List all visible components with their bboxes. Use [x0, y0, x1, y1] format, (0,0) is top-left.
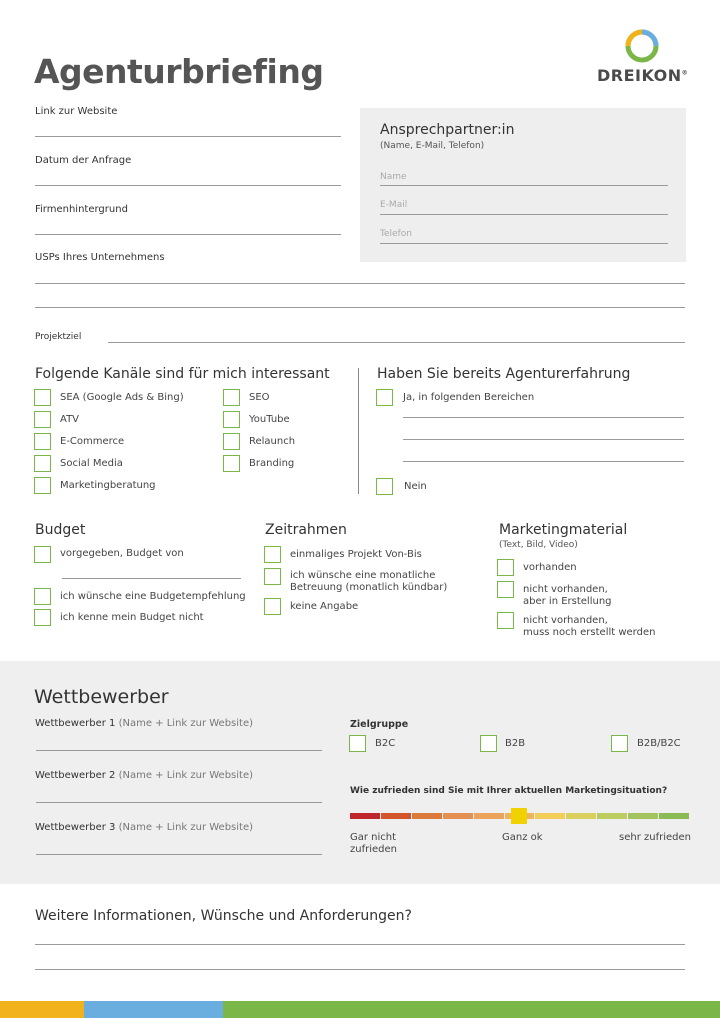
material-create-checkbox[interactable]	[497, 612, 514, 629]
experience-input-line-2[interactable]	[403, 439, 684, 440]
section-divider	[358, 368, 359, 494]
background-label: Firmenhintergrund	[35, 204, 128, 215]
channel-label-seo: SEO	[249, 392, 270, 403]
timeframe-none-label: keine Angabe	[290, 601, 359, 612]
channel-label-sea: SEA (Google Ads & Bing)	[60, 392, 184, 403]
competitor-1-input-line[interactable]	[36, 750, 322, 751]
usps-label: USPs Ihres Unternehmens	[35, 252, 165, 263]
timeframe-monthly-checkbox[interactable]	[264, 568, 281, 585]
satisfaction-scale-segment[interactable]	[597, 813, 627, 819]
footer-bar-blue	[84, 1001, 223, 1018]
material-progress-checkbox[interactable]	[497, 581, 514, 598]
channel-checkbox-sea[interactable]	[34, 389, 51, 406]
target-title: Zielgruppe	[350, 719, 409, 730]
further-input-line-2[interactable]	[35, 969, 685, 970]
satisfaction-scale-segment[interactable]	[566, 813, 596, 819]
material-available-label: vorhanden	[523, 562, 577, 573]
satisfaction-scale-segment[interactable]	[381, 813, 411, 819]
target-both-label: B2B/B2C	[637, 738, 681, 749]
experience-input-line-1[interactable]	[403, 417, 684, 418]
contact-email-input-line[interactable]	[380, 214, 668, 215]
target-b2b-checkbox[interactable]	[480, 735, 497, 752]
contact-phone-input-line[interactable]	[380, 243, 668, 244]
contact-name-input-line[interactable]	[380, 185, 668, 186]
contact-title: Ansprechpartner:in	[380, 122, 515, 138]
experience-input-line-3[interactable]	[403, 461, 684, 462]
experience-yes-label: Ja, in folgenden Bereichen	[403, 392, 535, 403]
channel-label-social: Social Media	[60, 458, 123, 469]
contact-subtitle: (Name, E-Mail, Telefon)	[380, 141, 485, 151]
channel-label-ecommerce: E-Commerce	[60, 436, 125, 447]
target-both-checkbox[interactable]	[611, 735, 628, 752]
goal-label: Projektziel	[35, 332, 82, 342]
timeframe-title: Zeitrahmen	[265, 522, 347, 538]
dreikon-logo: DREIKON®	[597, 66, 689, 85]
budget-recommend-checkbox[interactable]	[34, 588, 51, 605]
experience-yes-checkbox[interactable]	[376, 389, 393, 406]
timeframe-none-checkbox[interactable]	[264, 598, 281, 615]
date-label: Datum der Anfrage	[35, 155, 132, 166]
material-subtitle: (Text, Bild, Video)	[499, 540, 578, 550]
satisfaction-scale-segment[interactable]	[350, 813, 380, 819]
competitor-3-label: Wettbewerber 3 (Name + Link zur Website)	[35, 822, 254, 833]
satisfaction-high-label: sehr zufrieden	[619, 832, 691, 843]
competitors-title: Wettbewerber	[34, 686, 169, 708]
channel-label-branding: Branding	[249, 458, 295, 469]
further-title: Weitere Informationen, Wünsche und Anforderungen?	[35, 908, 412, 924]
experience-no-label: Nein	[404, 481, 427, 492]
satisfaction-scale-segment[interactable]	[628, 813, 658, 819]
channel-checkbox-seo[interactable]	[223, 389, 240, 406]
target-b2c-label: B2C	[375, 738, 396, 749]
channel-checkbox-beratung[interactable]	[34, 477, 51, 494]
channel-checkbox-social[interactable]	[34, 455, 51, 472]
contact-email-placeholder: E-Mail	[380, 200, 408, 210]
satisfaction-scale-segment[interactable]	[659, 813, 689, 819]
website-input-line[interactable]	[35, 136, 341, 137]
budget-given-checkbox[interactable]	[34, 546, 51, 563]
website-label: Link zur Website	[35, 106, 118, 117]
budget-given-label: vorgegeben, Budget von	[60, 548, 184, 559]
satisfaction-scale[interactable]	[350, 0, 690, 1]
usps-input-line-1[interactable]	[35, 283, 685, 284]
channel-checkbox-relaunch[interactable]	[223, 433, 240, 450]
material-title: Marketingmaterial	[499, 522, 628, 538]
contact-name-placeholder: Name	[380, 172, 407, 182]
target-b2c-checkbox[interactable]	[349, 735, 366, 752]
channel-checkbox-atv[interactable]	[34, 411, 51, 428]
competitor-3-input-line[interactable]	[36, 854, 322, 855]
usps-input-line-2[interactable]	[35, 307, 685, 308]
channel-checkbox-branding[interactable]	[223, 455, 240, 472]
satisfaction-marker[interactable]	[511, 808, 527, 824]
channel-label-relaunch: Relaunch	[249, 436, 296, 447]
dreikon-logo-icon	[623, 27, 661, 65]
material-available-checkbox[interactable]	[497, 559, 514, 576]
timeframe-once-label: einmaliges Projekt Von-Bis	[290, 549, 422, 560]
channel-checkbox-ecommerce[interactable]	[34, 433, 51, 450]
budget-unknown-checkbox[interactable]	[34, 609, 51, 626]
timeframe-monthly-label: ich wünsche eine monatliche Betreuung (monatlich kündbar)	[290, 570, 448, 593]
satisfaction-scale-segment[interactable]	[443, 813, 473, 819]
experience-title: Haben Sie bereits Agenturerfahrung	[377, 366, 631, 382]
material-create-label: nicht vorhanden, muss noch erstellt werden	[523, 615, 656, 638]
material-progress-label: nicht vorhanden, aber in Erstellung	[523, 584, 612, 607]
date-input-line[interactable]	[35, 185, 341, 186]
satisfaction-low-label: Gar nicht zufrieden	[350, 832, 397, 855]
footer-bar-yellow	[0, 1001, 84, 1018]
budget-title: Budget	[35, 522, 86, 538]
satisfaction-scale-segment[interactable]	[412, 813, 442, 819]
background-input-line[interactable]	[35, 234, 341, 235]
satisfaction-scale-segment[interactable]	[535, 813, 565, 819]
channel-label-youtube: YouTube	[249, 414, 290, 425]
competitor-2-input-line[interactable]	[36, 802, 322, 803]
page-title: Agenturbriefing	[34, 52, 324, 91]
contact-phone-placeholder: Telefon	[380, 229, 412, 239]
competitor-1-label: Wettbewerber 1 (Name + Link zur Website)	[35, 718, 254, 729]
goal-input-line[interactable]	[108, 342, 685, 343]
channel-checkbox-youtube[interactable]	[223, 411, 240, 428]
channel-label-atv: ATV	[60, 414, 80, 425]
experience-no-checkbox[interactable]	[376, 478, 393, 495]
budget-unknown-label: ich kenne mein Budget nicht	[60, 612, 204, 623]
budget-recommend-label: ich wünsche eine Budgetempfehlung	[60, 591, 246, 602]
channel-label-beratung: Marketingberatung	[60, 480, 156, 491]
satisfaction-mid-label: Ganz ok	[502, 832, 543, 843]
timeframe-once-checkbox[interactable]	[264, 546, 281, 563]
further-input-line-1[interactable]	[35, 944, 685, 945]
satisfaction-question: Wie zufrieden sind Sie mit Ihrer aktuellen Marketingsituation?	[350, 786, 668, 796]
competitor-2-label: Wettbewerber 2 (Name + Link zur Website)	[35, 770, 254, 781]
budget-amount-input-line[interactable]	[62, 578, 241, 579]
footer-bar-green	[223, 1001, 720, 1018]
satisfaction-scale-segment[interactable]	[474, 813, 504, 819]
target-b2b-label: B2B	[505, 738, 526, 749]
channels-title: Folgende Kanäle sind für mich interessant	[35, 366, 330, 382]
